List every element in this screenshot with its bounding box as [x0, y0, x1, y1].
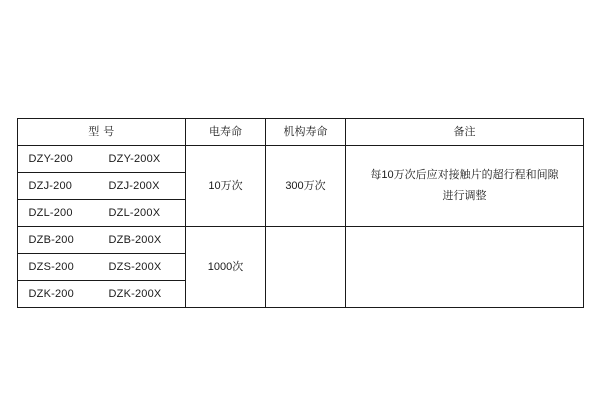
table-row	[18, 227, 584, 254]
remark-empty	[346, 227, 584, 308]
table-header-row	[18, 119, 584, 146]
remark-line-2: 进行调整	[442, 190, 487, 202]
remark-cell	[346, 146, 584, 227]
model-code-variant: DZJ-200X	[108, 179, 160, 192]
column-header-electrical-life: 电寿命	[186, 119, 266, 146]
mechanical-life-empty	[266, 227, 346, 308]
model-code-primary: DZK-200	[28, 287, 74, 300]
model-cell	[18, 281, 186, 308]
model-cell	[18, 200, 186, 227]
model-code-variant: DZS-200X	[108, 260, 162, 273]
model-cell	[18, 173, 186, 200]
model-cell	[18, 254, 186, 281]
model-cell	[18, 227, 186, 254]
model-code-primary: DZS-200	[28, 260, 74, 273]
model-code-variant: DZL-200X	[108, 206, 161, 219]
model-code-variant: DZB-200X	[108, 233, 162, 246]
column-header-remark: 备注	[346, 119, 584, 146]
model-cell	[18, 146, 186, 173]
specification-table	[17, 118, 584, 308]
model-code-primary: DZL-200	[28, 206, 73, 219]
mechanical-life-group-1: 300万次	[266, 146, 346, 227]
electrical-life-group-2: 1000次	[186, 227, 266, 308]
model-code-primary: DZJ-200	[28, 179, 73, 192]
table-row	[18, 146, 584, 173]
column-header-model: 型 号	[18, 119, 186, 146]
electrical-life-group-1: 10万次	[186, 146, 266, 227]
model-code-primary: DZY-200	[28, 152, 73, 165]
remark-line-1: 每10万次后应对接触片的超行程和间隙	[370, 169, 559, 182]
model-code-primary: DZB-200	[28, 233, 74, 246]
column-header-mechanical-life: 机构寿命	[266, 119, 346, 146]
model-code-variant: DZY-200X	[108, 152, 161, 165]
model-code-variant: DZK-200X	[108, 287, 162, 300]
